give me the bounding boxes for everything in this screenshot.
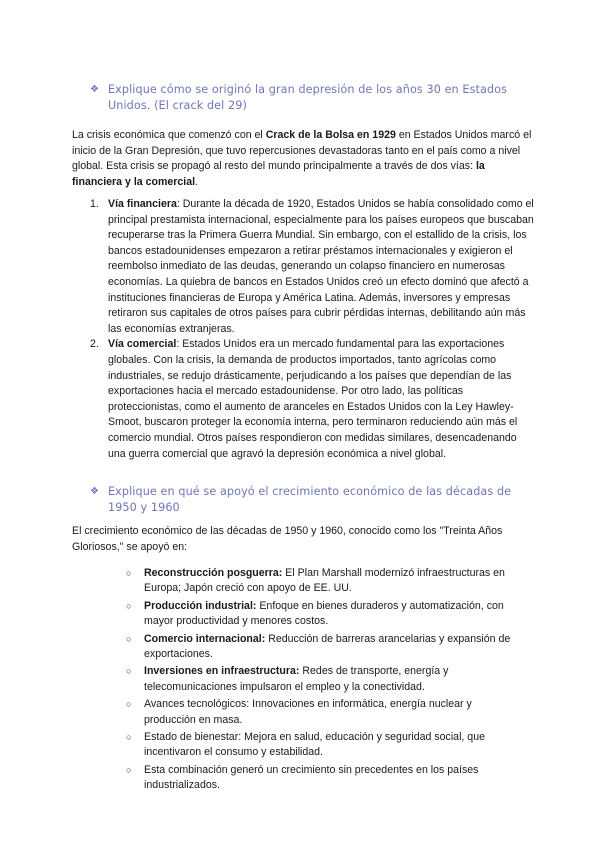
intro-text-1: La crisis económica que comenzó con el (72, 129, 266, 141)
item-label: Vía comercial (108, 338, 177, 351)
bullet-list-item (126, 763, 526, 794)
circle-bullet-icon: ○ (126, 699, 132, 710)
section1-heading (90, 82, 530, 114)
item-label: Comercio internacional: (144, 632, 266, 645)
circle-bullet-icon: ○ (126, 732, 132, 743)
circle-bullet-icon: ○ (126, 600, 132, 611)
intro-bold-2: la financiera y la comercial (72, 160, 485, 188)
circle-bullet-icon: ○ (126, 568, 132, 578)
diamond-bullet-icon: ❖ (90, 486, 100, 497)
section2-intro: El crecimiento económico de las décadas de 1950 y 1960, conocido como los "Treinta Años Gloriosos," se apoyó en: (72, 525, 503, 553)
item-label: Vía financiera (108, 198, 177, 210)
section2-bullet-list (126, 566, 526, 796)
bullet-list-item (126, 566, 526, 597)
section1-heading-text: Explique cómo se originó la gran depresión de los años 30 en Estados Unidos. (El crack del 29) (108, 83, 508, 112)
item-label: Producción industrial: (144, 599, 257, 612)
item-text: Avances tecnológicos: Innovaciones en informática, energía nuclear y producción en masa. (144, 698, 472, 726)
section1-numbered-list (90, 197, 534, 462)
list-number: 1. (90, 198, 99, 210)
circle-bullet-icon: ○ (126, 633, 132, 644)
item-text: Reducción de barreras arancelarias y expansión de exportaciones. (144, 632, 511, 661)
item-text: Esta combinación generó un crecimiento sin precedentes en los países industrializados. (144, 763, 479, 792)
bullet-list-item (126, 632, 526, 663)
bullet-list-item (126, 697, 526, 728)
intro-text-2: en Estados Unidos marcó el inicio de la Gran Depresión, que tuvo repercusiones devastadoras tanto en el país como a nivel global. Esta crisis se propagó al resto del mundo principalmente a través de dos vías: (72, 129, 532, 173)
bullet-list-item (126, 664, 526, 695)
section2-heading-text: Explique en qué se apoyó el crecimiento económico de las décadas de 1950 y 1960 (108, 485, 512, 514)
item-text: : Durante la década de 1920, Estados Unidos se había consolidado como el principal prestamista internacional, especialmente para los países europeos que buscaban recuperarse tras la Primera Guerra Mundial. Sin embargo, con el estallido de la crisis, los bancos estadounidenses empezaron a retirar préstamos internacionales y exigieron el reembolso inmediato de las deudas, generando un colapso financiero en numerosas economías. La quiebra de bancos en Estados Unidos creó un efecto dominó que afectó a instituciones financieras de Europa y América Latina. Además, inversores y empresas retiraron sus capitales de otros países para cubrir pérdidas internas, debilitando aún más las economías extranjeras. (108, 198, 534, 335)
item-text: El Plan Marshall modernizó infraestructuras en Europa; Japón creció con apoyo de EE. UU. (144, 567, 505, 595)
item-text: : Estados Unidos era un mercado fundamental para las exportaciones globales. Con la crisis, la demanda de productos importados, tanto agrícolas como industriales, se redujo drásticamente, perjudicando a los países que dependían de las exportaciones hacia el mercado estadounidense. Por otro lado, las políticas proteccionistas, como el aumento de aranceles en Estados Unidos con la Ley Hawley-Smoot, buscaron proteger la economía interna, pero terminaron reduciendo aún más el comercio mundial. Otros países respondieron con medidas similares, desencadenando una guerra comercial que agravó la depresión económica a nivel global. (108, 338, 518, 460)
item-label: Inversiones en infraestructura: (144, 665, 300, 678)
item-text: Estado de bienestar: Mejora en salud, educación y seguridad social, que incentivaron el consumo y estabilidad. (144, 731, 485, 759)
list-number: 2. (90, 338, 99, 351)
circle-bullet-icon: ○ (126, 666, 132, 677)
item-text: Redes de transporte, energía y telecomunicaciones impulsaron el empleo y la conectividad. (144, 665, 449, 693)
intro-bold-1: Crack de la Bolsa en 1929 (265, 129, 396, 141)
circle-bullet-icon: ○ (126, 764, 132, 775)
intro-text-3: . (195, 175, 199, 188)
diamond-bullet-icon: ❖ (90, 84, 100, 95)
item-text: Enfoque en bienes duraderos y automatización, con mayor productividad y menores costos. (144, 599, 504, 628)
numbered-list-item (90, 197, 534, 337)
numbered-list-item (90, 337, 534, 462)
bullet-list-item (126, 730, 526, 761)
bullet-list-item (126, 599, 526, 630)
item-label: Reconstrucción posguerra: (144, 567, 283, 579)
section2-heading (90, 484, 530, 516)
section1-intro (72, 128, 534, 190)
